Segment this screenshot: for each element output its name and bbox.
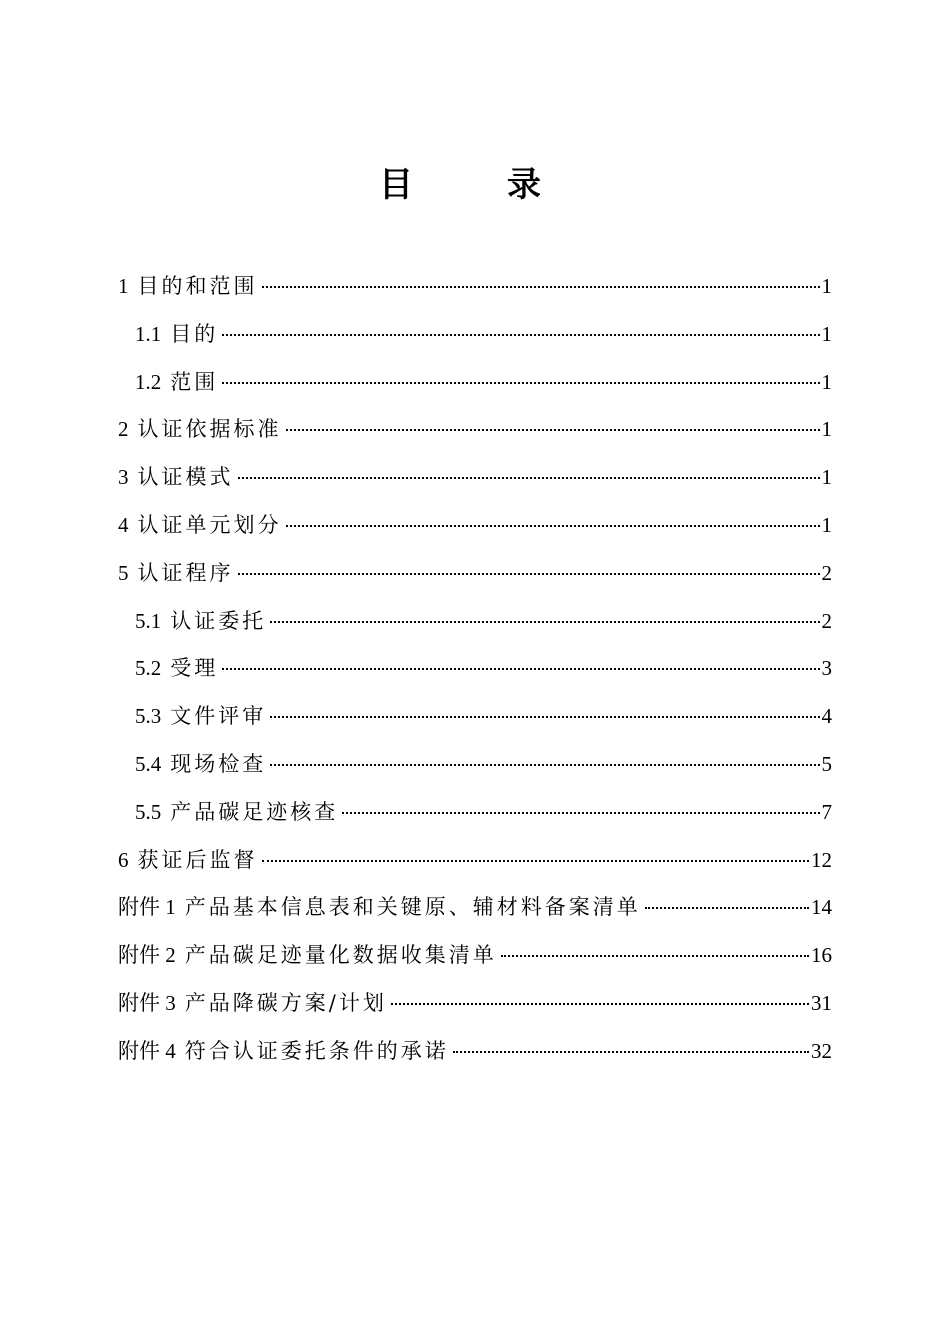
toc-dot-leader — [453, 1051, 809, 1053]
toc-entry-number: 6 — [118, 847, 129, 872]
toc-dot-leader — [342, 812, 819, 814]
toc-entry-number: 2 — [118, 417, 129, 442]
toc-entry-label: 产品碳足迹核查 — [170, 799, 339, 824]
toc-entry-number: 5.3 — [135, 704, 162, 729]
toc-entry-number: 5.2 — [135, 656, 162, 681]
toc-dot-leader — [286, 429, 820, 431]
toc-entry-number: 3 — [118, 465, 129, 490]
toc-entry-page: 7 — [821, 799, 832, 824]
toc-entry[interactable] — [118, 502, 832, 550]
toc-entry[interactable] — [118, 645, 832, 693]
toc-dot-leader — [262, 286, 820, 288]
toc-entry[interactable] — [118, 932, 832, 980]
toc-entry[interactable] — [118, 1028, 832, 1076]
toc-entry[interactable] — [118, 789, 832, 837]
toc-entry-page: 16 — [811, 943, 832, 968]
toc-entry-number: 1.2 — [135, 369, 162, 394]
toc-dot-leader — [286, 525, 820, 527]
toc-entry[interactable] — [118, 980, 832, 1028]
toc-entry[interactable] — [118, 359, 832, 407]
toc-dot-leader — [238, 573, 820, 575]
toc-entry-number: 5.4 — [135, 751, 162, 776]
toc-entry[interactable] — [118, 311, 832, 359]
toc-dot-leader — [222, 334, 819, 336]
toc-entry[interactable] — [118, 884, 832, 932]
toc-dot-leader — [238, 477, 820, 479]
toc-entry-label: 获证后监督 — [137, 847, 258, 872]
toc-entry-page: 14 — [811, 895, 832, 920]
toc-entry-page: 1 — [821, 274, 832, 298]
toc-entry-page: 1 — [821, 369, 832, 394]
toc-entry-number: 附件 1 — [118, 895, 176, 920]
toc-entry[interactable] — [118, 837, 832, 885]
page-title: 目 录 — [379, 165, 571, 205]
toc-entry-page: 32 — [811, 1038, 832, 1063]
toc-entry[interactable] — [118, 741, 832, 789]
toc-entry[interactable] — [118, 454, 832, 502]
toc-entry-label: 符合认证委托条件的承诺 — [184, 1038, 449, 1063]
toc-entry-label: 认证模式 — [137, 465, 234, 490]
toc-entry[interactable] — [118, 550, 832, 598]
toc-entry-number: 5 — [118, 560, 129, 585]
toc-entry-label: 认证单元划分 — [137, 512, 282, 537]
toc-dot-leader — [222, 382, 819, 384]
toc-entry[interactable] — [118, 598, 832, 646]
toc-entry[interactable] — [118, 693, 832, 741]
toc-entry-number: 附件 4 — [118, 1038, 176, 1063]
toc-entry-page: 1 — [821, 417, 832, 442]
toc-entry-page: 3 — [821, 656, 832, 681]
toc-entry-page: 31 — [811, 990, 832, 1015]
toc-entry-label: 现场检查 — [170, 751, 267, 776]
toc-entry-label: 目的和范围 — [137, 274, 258, 298]
toc-dot-leader — [270, 764, 819, 766]
toc-entry-page: 1 — [821, 512, 832, 537]
toc-entry-label: 认证程序 — [137, 560, 234, 585]
toc-entry-label: 文件评审 — [170, 704, 267, 729]
toc-dot-leader — [391, 1003, 809, 1005]
toc-entry-label: 产品降碳方案/计划 — [184, 990, 387, 1015]
toc-entry-number: 1 — [118, 274, 129, 298]
toc-entry-page: 1 — [821, 321, 832, 346]
toc-entry-label: 产品碳足迹量化数据收集清单 — [184, 943, 497, 968]
toc-dot-leader — [262, 860, 810, 862]
toc-dot-leader — [501, 955, 809, 957]
toc-entry-page: 1 — [821, 465, 832, 490]
toc-entry-label: 产品基本信息表和关键原、辅材料备案清单 — [184, 895, 641, 920]
toc-entry-page: 2 — [821, 560, 832, 585]
toc-entry-number: 附件 2 — [118, 943, 176, 968]
toc-entry-number: 5.1 — [135, 608, 162, 633]
toc-entry-page: 2 — [821, 608, 832, 633]
toc-dot-leader — [222, 668, 819, 670]
toc-entry[interactable] — [118, 406, 832, 454]
toc-entry-number: 附件 3 — [118, 990, 176, 1015]
toc-entry-label: 目的 — [170, 321, 219, 346]
toc-entry-page: 12 — [811, 847, 832, 872]
toc-entry-page: 4 — [821, 704, 832, 729]
toc-dot-leader — [645, 907, 809, 909]
toc-entry-number: 1.1 — [135, 321, 162, 346]
toc-entry-label: 认证委托 — [170, 608, 267, 633]
toc-entry-number: 5.5 — [135, 799, 162, 824]
toc-dot-leader — [270, 621, 819, 623]
toc-entry-label: 受理 — [170, 656, 219, 681]
toc-entry-page: 5 — [821, 751, 832, 776]
table-of-contents — [118, 263, 832, 1076]
toc-dot-leader — [270, 716, 819, 718]
toc-entry-label: 认证依据标准 — [137, 417, 282, 442]
toc-entry-label: 范围 — [170, 369, 219, 394]
toc-entry[interactable] — [118, 263, 832, 311]
toc-entry-number: 4 — [118, 512, 129, 537]
